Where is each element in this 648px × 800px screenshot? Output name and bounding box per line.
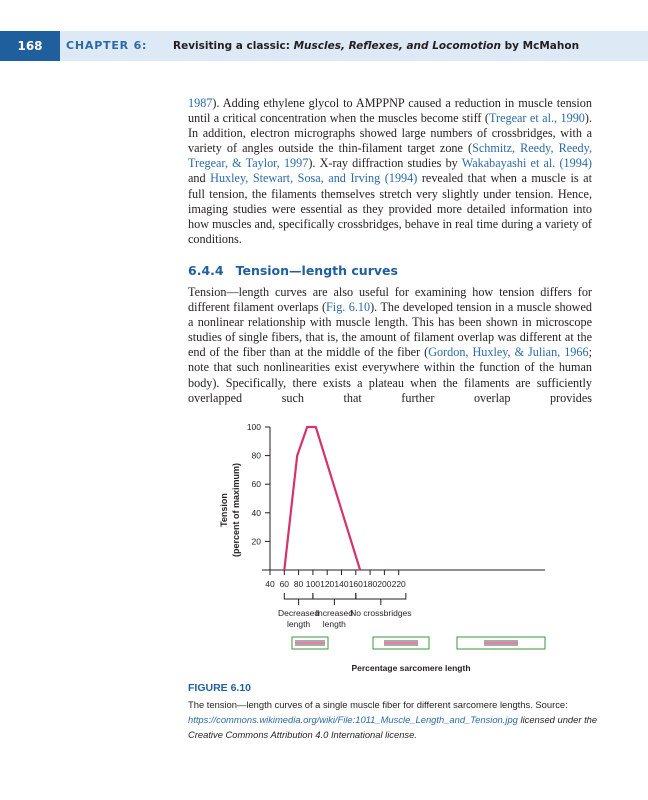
figure-label: FIGURE 6.10 xyxy=(188,682,252,694)
citation-link[interactable]: Gordon, Huxley, & Julian, 1966 xyxy=(428,345,589,360)
text-span: Tension—length curves are also useful for examining how tension differs for different filament overlaps ( xyxy=(188,285,592,315)
region-label: Increased xyxy=(315,608,354,618)
figure-caption xyxy=(188,697,598,742)
caption-url-link[interactable]: https://commons.wikimedia.org/wiki/File:1011_Muscle_Length_and_Tension.jpg xyxy=(188,714,518,725)
citation-link[interactable]: Wakabayashi et al. (1994) xyxy=(461,156,592,171)
sarcomere-decreased-icon xyxy=(292,637,328,649)
region-label-line2: length xyxy=(322,619,346,629)
section-title: Tension—length curves xyxy=(235,263,398,278)
citation-link[interactable]: Tregear et al., 1990 xyxy=(489,111,585,126)
figure-link[interactable]: Fig. 6.10 xyxy=(326,300,371,315)
citation-link[interactable]: Huxley, Stewart, Sosa, and Irving (1994) xyxy=(210,171,418,186)
sarcomere-no-crossbridges-icon xyxy=(457,637,545,649)
region-label: Decreased xyxy=(278,608,320,618)
chapter-title-prefix: Revisiting a classic: xyxy=(173,40,294,52)
caption-license: licensed under the Creative Commons Attribution 4.0 International license. xyxy=(188,714,598,740)
y-tick-label: 40 xyxy=(251,507,261,518)
x-tick-label: 80 xyxy=(293,579,304,589)
region-bracket xyxy=(284,593,313,599)
text-span: revealed that when a muscle is at full tension, the filaments themselves stretch very slightly under tension. Hence, imaging studies were essential as they provided more detailed information into how muscles and, specifically crossbridges, behave in real time during a variety of conditions. xyxy=(188,171,592,246)
x-tick-label: 180 xyxy=(363,579,378,589)
text-span: ). The developed tension in a muscle showed a nonlinear relationship with muscle length. This has been shown in microscope studies of single fibers, that is, the amount of filament overlap was different at the end of the fiber than at the middle of the fiber ( xyxy=(188,300,592,360)
chapter-label: CHAPTER 6: xyxy=(66,39,148,52)
x-tick-label: 220 xyxy=(391,579,406,589)
page-number: 168 xyxy=(0,31,60,61)
y-axis-label-line2: (percent of maximum) xyxy=(231,462,241,558)
x-tick-label: 160 xyxy=(348,579,363,589)
y-tick-label: 80 xyxy=(251,450,261,461)
chapter-title-book: Muscles, Reflexes, and Locomotion xyxy=(293,40,501,52)
chapter-title-suffix: by McMahon xyxy=(501,40,580,52)
text-span: ). In addition, electron micrographs showed large numbers of crossbridges, with a variety of angles outside the thin-filament target zone ( xyxy=(188,111,593,156)
caption-text: The tension—length curves of a single muscle fiber for different sarcomere lengths. Source: xyxy=(188,699,568,710)
y-tick-label: 20 xyxy=(251,536,261,547)
citation-link[interactable]: 1987 xyxy=(188,96,213,110)
sarcomere-increased-icon xyxy=(373,637,429,649)
x-tick-label: 100 xyxy=(305,579,320,589)
y-tick-label: 60 xyxy=(251,479,261,490)
region-bracket xyxy=(313,593,356,599)
x-tick-label: 60 xyxy=(279,579,290,589)
y-tick-label: 100 xyxy=(246,422,261,432)
series-line-tension xyxy=(284,427,360,570)
text-span: ). Adding ethylene glycol to AMPPNP caused a reduction in muscle tension until a critical concentration when the muscles become stiff ( xyxy=(188,96,592,126)
text-span: ; note that such nonlinearities exist everywhere within the function of the human body). Specifically, there exists a plateau when the filaments are sufficiently overlapped such that further overlap provides xyxy=(188,345,592,405)
x-axis-label: Percentage sarcomere length xyxy=(351,663,471,673)
region-label: No crossbridges xyxy=(350,608,412,618)
section-number: 6.4.4 xyxy=(188,263,224,278)
y-axis-label-line1: Tension xyxy=(219,493,229,527)
region-label-line2: length xyxy=(287,619,311,629)
region-bracket xyxy=(356,593,406,599)
x-tick-label: 120 xyxy=(320,579,335,589)
text-span: and xyxy=(188,171,211,186)
x-tick-label: 200 xyxy=(377,579,392,589)
x-tick-label: 140 xyxy=(334,579,349,589)
text-span: ). X-ray diffraction studies by xyxy=(308,156,462,171)
x-tick-label: 40 xyxy=(265,579,275,589)
citation-link[interactable]: Schmitz, Reedy, Reedy, Tregear, & Taylor, 1997 xyxy=(188,141,592,171)
